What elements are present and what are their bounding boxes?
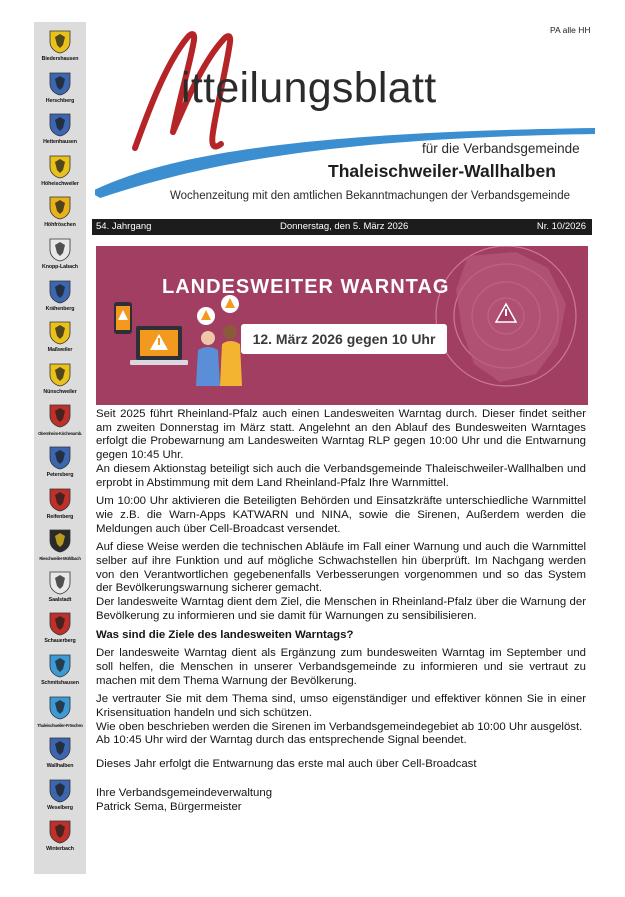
laptop-icon bbox=[130, 326, 188, 365]
paragraph-participation: An diesem Aktionstag beteiligt sich auch die Verbandsgemeinde Thaleischweiler-Wallhalben und erprobt in Abstimmung mit dem Land Rheinland-Pfalz Ihre Warnmittel. bbox=[96, 462, 586, 489]
issue-date: Donnerstag, den 5. März 2026 bbox=[280, 221, 409, 232]
crest-biedershausen-icon bbox=[49, 30, 71, 54]
crest-reifenberg-icon bbox=[49, 488, 71, 512]
municipality-name: Schauerberg bbox=[44, 638, 76, 645]
section-heading: Was sind die Ziele des landesweiten Warntags? bbox=[96, 628, 354, 641]
issue-number: Nr. 10/2026 bbox=[536, 221, 586, 232]
crest-hoehfroeschen-icon bbox=[49, 196, 71, 220]
municipality-name: Obernheim-Kirchenarnb. bbox=[38, 431, 82, 437]
municipality-name: Maßweiler bbox=[47, 347, 73, 354]
municipality-crest-item bbox=[34, 30, 86, 63]
municipality-crest-item bbox=[34, 72, 86, 105]
warntag-banner bbox=[96, 246, 588, 405]
crest-kraehenberg-icon bbox=[49, 280, 71, 304]
municipality-crest-item bbox=[34, 779, 86, 812]
municipality-crest-item bbox=[34, 820, 86, 853]
paragraph-sirens: Wie oben beschrieben werden die Sirenen im Verbandsgemeindegebiet ab 10:00 Uhr ausgelöst. bbox=[96, 720, 583, 733]
crest-wallhalben-icon bbox=[49, 737, 71, 761]
signature-mayor: Patrick Sema, Bürgermeister bbox=[96, 800, 242, 813]
paragraph-procedure: Auf diese Weise werden die technischen Abläufe im Fall einer Warnung und auch die Warnmittel selber auf ihre Funktion und auf mögliche Schwachstellen hin überprüft. Im Nachgang werden von den Verantwortlichen gegebenenfalls Verbesserungen vorgenommen und so das System der Bevölkerungswarnung sicherer gemacht. bbox=[96, 541, 586, 595]
municipality-crest-item bbox=[34, 321, 86, 354]
paragraph-cell-broadcast: Dieses Jahr erfolgt die Entwarnung das erste mal auch über Cell-Broadcast bbox=[96, 758, 477, 771]
warning-bubble-icon bbox=[197, 295, 239, 325]
municipality-sidebar bbox=[34, 22, 86, 874]
municipality-name: Biedershausen bbox=[41, 56, 79, 62]
signature-office: Ihre Verbandsgemeindeverwaltung bbox=[96, 786, 273, 799]
municipality-crest-item bbox=[34, 612, 86, 645]
municipality-crest-item bbox=[34, 155, 86, 188]
municipality-name: Höheischweiler bbox=[41, 180, 79, 187]
paragraph-intro: Seit 2025 führt Rheinland-Pfalz auch einen Landesweiten Warntag durch. Dieser findet seither am zweiten Donnerstag im März statt. Angelehnt an den Ablauf des Bundesweiten Warntages erfolgt die Probewarnung am Landesweiten Warntag RLP gegen 10:00 Uhr und die Entwarnung gegen 10:45 Uhr. bbox=[96, 408, 586, 462]
crest-weselberg-icon bbox=[49, 779, 71, 803]
masthead-title: itteilungsblatt bbox=[181, 64, 437, 112]
crest-rieschweiler-icon bbox=[49, 529, 71, 553]
issue-info-bar bbox=[92, 219, 592, 235]
crest-petersberg-icon bbox=[49, 446, 71, 470]
municipality-name: Höhfröschen bbox=[44, 222, 76, 229]
crest-thaleischweiler-icon bbox=[49, 696, 71, 720]
municipality-crest-item bbox=[34, 280, 86, 313]
crest-obernheim-icon bbox=[49, 404, 71, 428]
banner-title: LANDESWEITER WARNTAG bbox=[162, 276, 450, 298]
paragraph-familiarity: Je vertrauter Sie mit dem Thema sind, umso eigenständiger und effektiver können Sie in einer Krisensituation handeln und sich schützen. bbox=[96, 693, 586, 720]
municipality-name: Reifenberg bbox=[46, 513, 74, 520]
municipality-crest-item bbox=[34, 446, 86, 479]
municipality-crest-item bbox=[34, 696, 86, 729]
crest-hettenhausen-icon bbox=[49, 113, 71, 137]
municipality-crest-item bbox=[34, 404, 86, 437]
municipality-name: Knopp-Labach bbox=[42, 264, 78, 270]
paragraph-activation: Um 10:00 Uhr aktivieren die Beteiligten Behörden und Einsatzkräfte unterschiedliche Warnmittel wie z.B. die Warn-Apps KATWARN und NINA, sowie die Sirenen, Außerdem werden die Meldungen auch über Cell-Broadcast versendet. bbox=[96, 495, 586, 535]
crest-schauerberg-icon bbox=[49, 612, 71, 636]
municipality-crest-item bbox=[34, 488, 86, 521]
municipality-crest-item bbox=[34, 571, 86, 604]
crest-massweiler-icon bbox=[49, 321, 71, 345]
municipality-name: Thaleischweiler-Fröschen bbox=[37, 722, 83, 728]
municipality-name: Winterbach bbox=[46, 846, 74, 853]
municipality-name: Nünschweiler bbox=[43, 388, 77, 395]
crest-saalstadt-icon bbox=[49, 571, 71, 595]
municipality-crest-item bbox=[34, 737, 86, 770]
municipality-crest-item bbox=[34, 529, 86, 562]
masthead-subtitle: für die Verbandsgemeinde bbox=[422, 141, 580, 156]
municipality-name: Schmitshausen bbox=[41, 680, 79, 686]
municipality-name: Rieschweiler-Mühlbach bbox=[39, 556, 81, 562]
distribution-label: PA alle HH bbox=[550, 25, 591, 35]
masthead-m-letter: M bbox=[153, 120, 154, 121]
crest-knopp-labach-icon bbox=[49, 238, 71, 262]
municipality-name: Herschberg bbox=[45, 97, 75, 104]
crest-hoeheischweiler-icon bbox=[49, 155, 71, 179]
article-body bbox=[96, 408, 586, 814]
masthead-tagline: Wochenzeitung mit den amtlichen Bekanntmachungen der Verbandsgemeinde bbox=[170, 190, 570, 202]
crest-winterbach-icon bbox=[49, 820, 71, 844]
municipality-name: Weselberg bbox=[47, 804, 73, 811]
paragraph-supplement: Der landesweite Warntag dient als Ergänzung zum bundesweiten Warntag im September und soll helfen, die Menschen in unserer Verbandsgemeinde zu informieren und sie vertraut zu machen mit dem Thema Warnung der Bevölkerung. bbox=[96, 647, 586, 687]
municipality-name: Wallhalben bbox=[46, 763, 74, 770]
crest-herschberg-icon bbox=[49, 72, 71, 96]
municipality-name: Hettenhausen bbox=[43, 139, 77, 146]
people-illustration bbox=[196, 325, 242, 386]
municipality-name: Petersberg bbox=[46, 472, 74, 478]
municipality-name: Saalstadt bbox=[48, 596, 72, 603]
municipality-crest-item bbox=[34, 363, 86, 396]
masthead-municipality: Thaleischweiler-Wallhalben bbox=[328, 161, 556, 181]
paragraph-goal: Der landesweite Warntag dient dem Ziel, die Menschen in Rheinland-Pfalz über die Warnung der Bevölkerung zu informieren und sie damit für Warnungen zu sensibilisieren. bbox=[96, 596, 586, 622]
crest-nuenschweiler-icon bbox=[49, 363, 71, 387]
smartphone-icon bbox=[114, 302, 132, 334]
banner-date: 12. März 2026 gegen 10 Uhr bbox=[241, 324, 447, 354]
municipality-crest-item bbox=[34, 196, 86, 229]
crest-schmitshausen-icon bbox=[49, 654, 71, 678]
issue-volume: 54. Jahrgang bbox=[96, 221, 152, 232]
municipality-crest-item bbox=[34, 238, 86, 271]
paragraph-end-signal: Ab 10:45 Uhr wird der Warntag durch das entsprechende Signal beendet. bbox=[96, 734, 467, 747]
municipality-crest-item bbox=[34, 113, 86, 146]
municipality-name: Krähenberg bbox=[45, 305, 75, 312]
municipality-crest-item bbox=[34, 654, 86, 687]
